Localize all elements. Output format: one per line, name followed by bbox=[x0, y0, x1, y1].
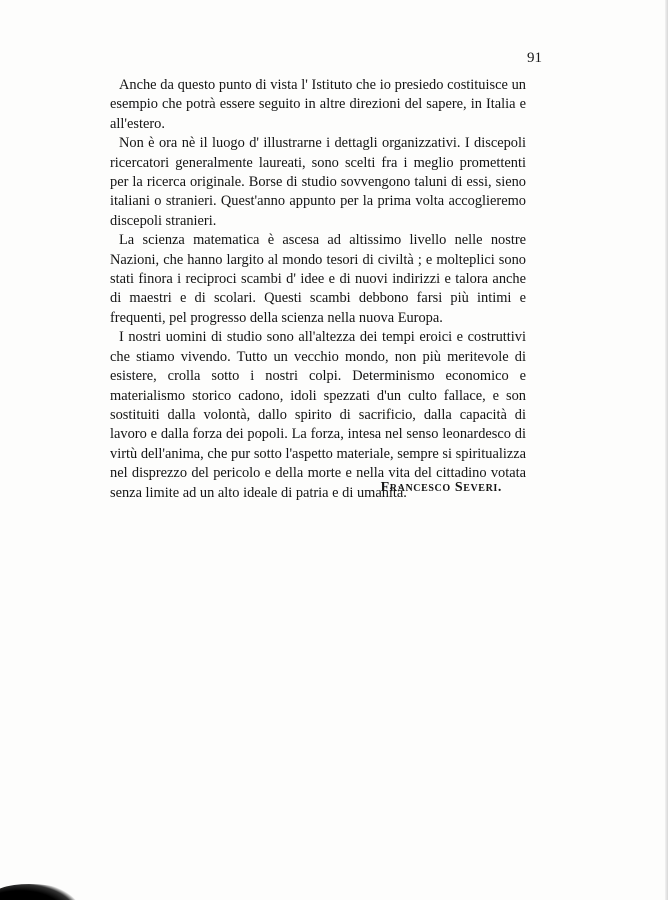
page-number: 91 bbox=[527, 50, 542, 66]
scan-corner-mark bbox=[0, 884, 76, 900]
body-text bbox=[110, 76, 526, 503]
author-signature: Francesco Severi. bbox=[380, 480, 502, 495]
paragraph-4: I nostri uomini di studio sono all'altezza dei tempi eroici e costruttivi che stiamo vivendo. Tutto un vecchio mondo, non più meritevole di esistere, crolla sotto i nostri colpi. Determinismo economico e materialismo storico cadono, idoli spezzati d'un culto fallace, e son sostituiti dalla volontà, dallo spirito di sacrificio, dalla capacità di lavoro e dalla forza dei popoli. La forza, intesa nel senso leonardesco di virtù dell'anima, che pur sotto l'aspetto materiale, sempre si spiritualizza nel disprezzo del pericolo e della morte e nella vita del cittadino votata senza limite ad un alto ideale di patria e di umanità. bbox=[110, 329, 526, 501]
paragraph-3: La scienza matematica è ascesa ad altissimo livello nelle nostre Nazioni, che hanno largito al mondo tesori di civiltà ; e molteplici sono stati finora i reciproci scambi d' idee e di nuovi indirizzi e talora anche di maestri e di scolari. Questi scambi debbono farsi più intimi e frequenti, pel progresso della scienza nella nuova Europa. bbox=[110, 232, 526, 326]
paragraph-1: Anche da questo punto di vista l' Istituto che io presiedo costituisce un esempio che potrà essere seguito in altre direzioni del sapere, in Italia e all'estero. bbox=[110, 77, 526, 132]
paragraph-2: Non è ora nè il luogo d' illustrarne i dettagli organizzativi. I discepoli ricercatori generalmente laureati, sono scelti fra i meglio promettenti per la ricerca originale. Borse di studio sovvengono taluni di essi, sieno italiani o stranieri. Quest'anno appunto per la prima volta accoglieremo discepoli stranieri. bbox=[110, 135, 526, 229]
